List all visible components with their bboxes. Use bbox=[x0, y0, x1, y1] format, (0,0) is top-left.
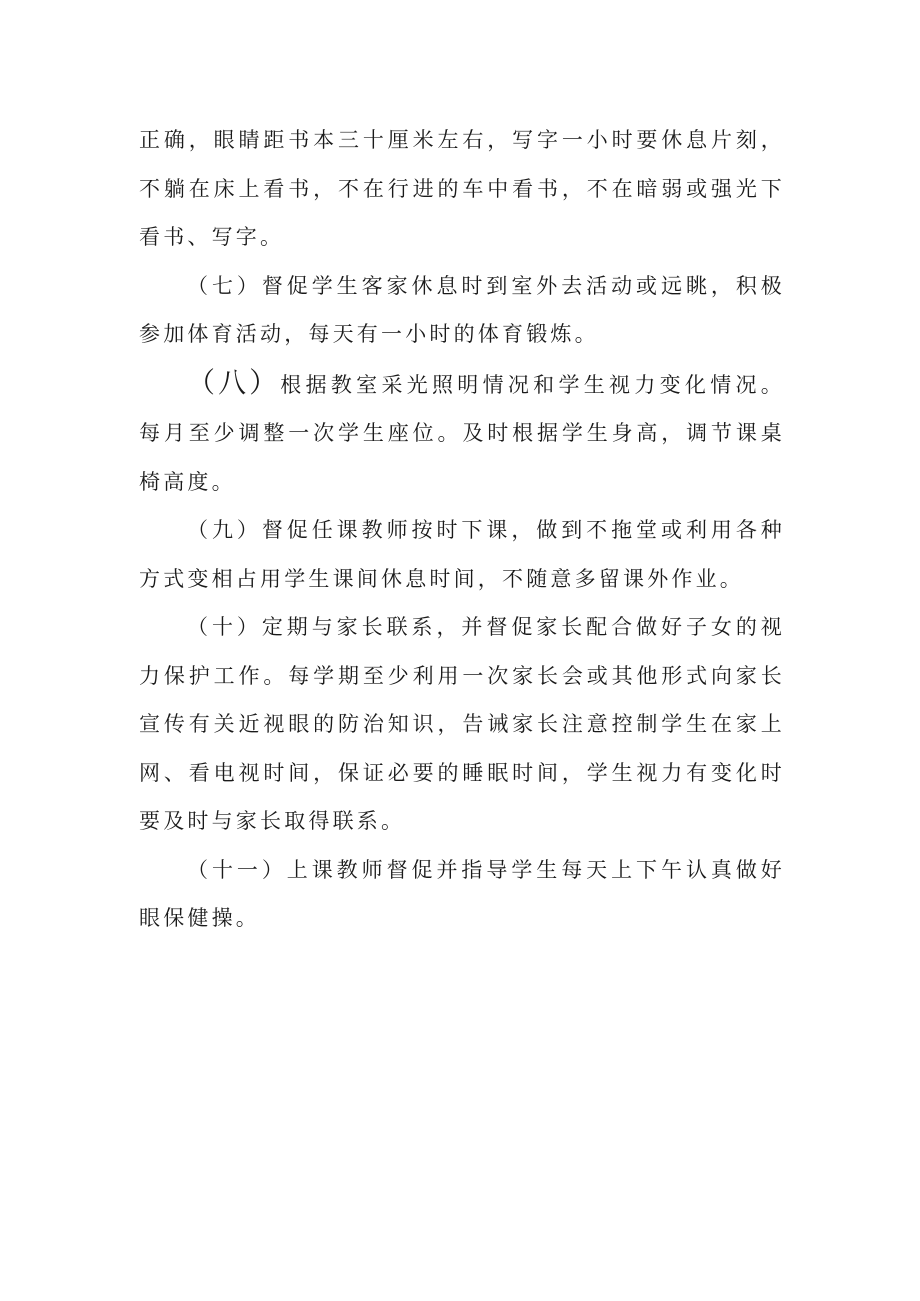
paragraph-item-8 bbox=[139, 359, 785, 507]
document-body bbox=[139, 116, 785, 943]
item-8-marker: （八） bbox=[187, 365, 281, 399]
paragraph-item-10: （十）定期与家长联系，并督促家长配合做好子女的视力保护工作。每学期至少利用一次家长会或其他形式向家长宣传有关近视眼的防治知识，告诫家长注意控制学生在家上网、看电视时间，保证必要的睡眠时间，学生视力有变化时要及时与家长取得联系。 bbox=[139, 615, 785, 833]
paragraph-item-11: （十一）上课教师督促并指导学生每天上下午认真做好眼保健操。 bbox=[139, 857, 785, 930]
paragraph-item-9: （九）督促任课教师按时下课，做到不拖堂或利用各种方式变相占用学生课间休息时间，不随意多留课外作业。 bbox=[139, 518, 785, 591]
paragraph-continued: 正确，眼睛距书本三十厘米左右，写字一小时要休息片刻，不躺在床上看书，不在行进的车中看书，不在暗弱或强光下看书、写字。 bbox=[139, 128, 785, 249]
item-8-text: 根据教室采光照明情况和学生视力变化情况。每月至少调整一次学生座位。及时根据学生身高，调节课桌椅高度。 bbox=[139, 372, 785, 494]
paragraph-item-7: （七）督促学生客家休息时到室外去活动或远眺，积极参加体育活动，每天有一小时的体育锻炼。 bbox=[139, 273, 785, 346]
